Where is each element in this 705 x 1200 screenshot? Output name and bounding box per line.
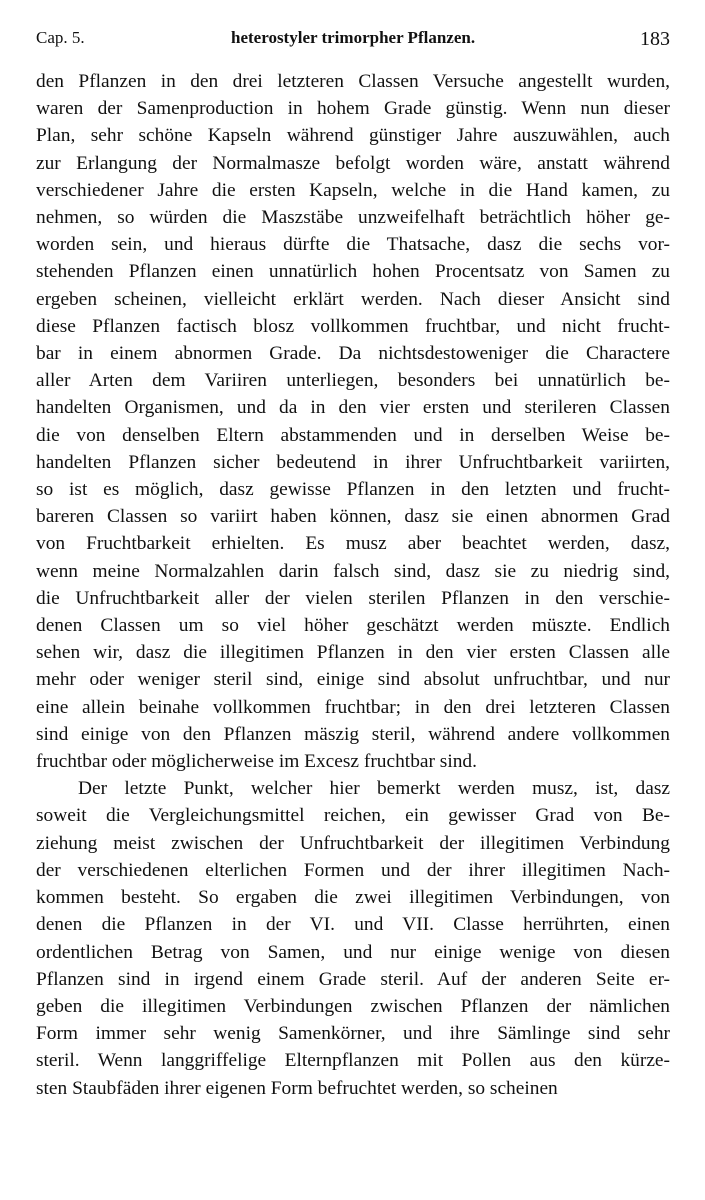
text-line: Der letzte Punkt, welcher hier bemerkt werden musz, ist, dasz — [78, 778, 670, 800]
text-line: verschiedener Jahre die ersten Kapseln, welche in die Hand kamen, zu — [36, 179, 670, 201]
text-line: diese Pflanzen factisch blosz vollkommen fruchtbar, und nicht frucht- — [36, 315, 670, 337]
text-line: handelten Organismen, und da in den vier ersten und sterileren Classen — [36, 397, 670, 419]
text-line: Pflanzen sind in irgend einem Grade steril. Auf der anderen Seite er- — [36, 968, 670, 990]
text-line: ordentlichen Betrag von Samen, und nur einige wenige von diesen — [36, 941, 670, 963]
text-line: von Fruchtbarkeit erhielten. Es musz aber beachtet werden, dasz, — [36, 533, 670, 555]
paragraph — [36, 68, 670, 775]
text-line: zur Erlangung der Normalmasze befolgt worden wäre, anstatt während — [36, 152, 670, 174]
text-line: wenn meine Normalzahlen darin falsch sind, dasz sie zu niedrig sind, — [36, 560, 670, 582]
text-line: bar in einem abnormen Grade. Da nichtsdestoweniger die Charactere — [36, 343, 670, 365]
text-line: so ist es möglich, dasz gewisse Pflanzen in den letzten und frucht- — [36, 479, 670, 501]
text-line: denen Classen um so viel höher geschätzt werden müszte. Endlich — [36, 615, 670, 637]
chapter-label: Cap. 5. — [36, 28, 85, 47]
running-header — [36, 24, 670, 54]
text-line: worden sein, und hieraus dürfte die Thatsache, dasz die sechs vor- — [36, 234, 670, 256]
text-line: geben die illegitimen Verbindungen zwischen Pflanzen der nämlichen — [36, 995, 670, 1017]
text-line: die Unfruchtbarkeit aller der vielen sterilen Pflanzen in den verschie- — [36, 587, 670, 609]
text-line: waren der Samenproduction in hohem Grade günstig. Wenn nun dieser — [36, 98, 670, 120]
text-line: nehmen, so würden die Maszstäbe unzweifelhaft beträchtlich höher ge- — [36, 207, 670, 229]
text-line: kommen besteht. So ergaben die zwei illegitimen Verbindungen, von — [36, 887, 670, 909]
text-line: ergeben scheinen, vielleicht erklärt werden. Nach dieser Ansicht sind — [36, 288, 670, 310]
text-line: soweit die Vergleichungsmittel reichen, ein gewisser Grad von Be- — [36, 805, 670, 827]
text-line: Plan, sehr schöne Kapseln während günstiger Jahre auszuwählen, auch — [36, 125, 670, 147]
text-line: steril. Wenn langgriffelige Elternpflanzen mit Pollen aus den kürze- — [36, 1050, 670, 1072]
text-line: der verschiedenen elterlichen Formen und der ihrer illegitimen Nach- — [36, 859, 670, 881]
text-line: die von denselben Eltern abstammenden und in derselben Weise be- — [36, 424, 670, 446]
text-line: sehen wir, dasz die illegitimen Pflanzen in den vier ersten Classen alle — [36, 642, 670, 664]
text-line: eine allein beinahe vollkommen fruchtbar; in den drei letzteren Classen — [36, 696, 670, 718]
text-line: aller Arten dem Variiren unterliegen, besonders bei unnatürlich be- — [36, 370, 670, 392]
paragraph — [36, 775, 670, 1101]
text-line: fruchtbar oder möglicherweise im Excesz fruchtbar sind. — [36, 751, 477, 773]
running-title: heterostyler trimorpher Pflanzen. — [231, 28, 476, 47]
text-line: ziehung meist zwischen der Unfruchtbarkeit der illegitimen Verbindung — [36, 832, 670, 854]
text-line: denen die Pflanzen in der VI. und VII. Classe herrührten, einen — [36, 914, 670, 936]
book-page — [36, 24, 670, 1102]
text-line: den Pflanzen in den drei letzteren Classen Versuche angestellt wurden, — [36, 71, 670, 92]
text-line: stehenden Pflanzen einen unnatürlich hohen Procentsatz von Samen zu — [36, 261, 670, 283]
text-line: bareren Classen so variirt haben können, dasz sie einen abnormen Grad — [36, 506, 670, 528]
body-text — [36, 68, 670, 1102]
text-line: Form immer sehr wenig Samenkörner, und ihre Sämlinge sind sehr — [36, 1023, 670, 1045]
text-line: handelten Pflanzen sicher bedeutend in ihrer Unfruchtbarkeit variirten, — [36, 451, 670, 473]
page-number: 183 — [640, 28, 670, 50]
text-line: sten Staubfäden ihrer eigenen Form befruchtet werden, so scheinen — [36, 1077, 558, 1099]
text-line: mehr oder weniger steril sind, einige sind absolut unfruchtbar, und nur — [36, 669, 670, 691]
text-line: sind einige von den Pflanzen mäszig steril, während andere vollkommen — [36, 723, 670, 745]
